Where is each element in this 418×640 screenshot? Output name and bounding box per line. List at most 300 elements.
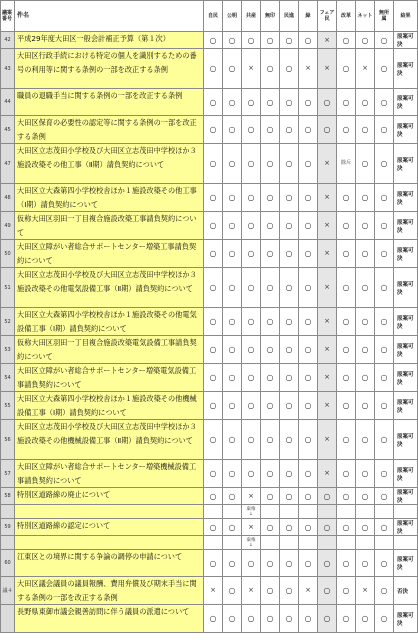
vote-cell (375, 212, 394, 240)
vote-yes-mark: ○ (228, 586, 236, 595)
vote-yes-mark: ○ (380, 345, 388, 354)
vote-cell (318, 420, 337, 460)
table-row (1, 336, 418, 364)
vote-yes-mark: ○ (209, 221, 217, 230)
vote-cell (356, 519, 375, 536)
vote-yes-mark: ○ (285, 125, 293, 134)
bill-title: 大田区立大森第四小学校校舎ほか１施設改築その他電気設備工事（Ⅰ期）請負契約について (15, 308, 204, 336)
vote-cell (337, 268, 356, 308)
vote-cell (242, 420, 261, 460)
vote-cell (242, 32, 261, 49)
vote-cell (242, 488, 261, 505)
vote-cell (223, 536, 242, 550)
vote-cell (280, 144, 299, 184)
vote-cell (223, 32, 242, 49)
vote-yes-mark: ○ (228, 435, 236, 444)
vote-cell (280, 49, 299, 89)
vote-cell (375, 364, 394, 392)
vote-no-mark: × (248, 64, 254, 72)
vote-yes-mark: ○ (380, 401, 388, 410)
vote-cell (280, 116, 299, 144)
header-party: 緑 (299, 1, 318, 32)
vote-cell (375, 268, 394, 308)
vote-no-mark: × (324, 35, 330, 44)
vote-yes-mark: ○ (285, 469, 293, 478)
vote-cell (299, 550, 318, 577)
vote-yes-mark: ○ (247, 614, 255, 623)
vote-yes-mark: ○ (361, 249, 369, 258)
bill-number: 55 (1, 392, 15, 420)
bill-title: 平成29年度大田区一般会計補正予算（第１次） (15, 32, 204, 49)
header-party: 共産 (242, 1, 261, 32)
vote-yes-mark: ○ (247, 283, 255, 292)
vote-cell (299, 116, 318, 144)
vote-yes-mark: ○ (228, 193, 236, 202)
vote-cell (280, 536, 299, 550)
vote-cell (356, 240, 375, 268)
vote-cell (261, 240, 280, 268)
vote-cell (318, 49, 337, 89)
vote-yes-mark: ○ (361, 345, 369, 354)
bill-title (15, 505, 204, 519)
vote-cell (204, 240, 223, 268)
table-row (1, 32, 418, 49)
vote-cell (261, 577, 280, 605)
result-cell: 原案可決 (394, 392, 418, 420)
table-row (1, 488, 418, 505)
vote-cell (204, 505, 223, 519)
vote-yes-mark: ○ (323, 97, 331, 107)
bill-title: 大田区立志茂田小学校及び大田区立志茂田中学校ほか３施設改築その他電気設備工事（Ⅱ期）請負契約について (15, 268, 204, 308)
vote-cell (242, 364, 261, 392)
vote-cell (261, 605, 280, 633)
bill-title: 仮称大田区羽田一丁目複合施設改築電気設備工事請負契約について (15, 336, 204, 364)
header-number: 議案 番号 (1, 1, 15, 32)
vote-cell (261, 505, 280, 519)
vote-cell (242, 550, 261, 577)
vote-yes-mark: ○ (380, 522, 388, 532)
table-row (1, 536, 418, 550)
vote-cell (318, 144, 337, 184)
vote-cell (356, 184, 375, 212)
vote-cell (280, 89, 299, 116)
vote-yes-mark: ○ (209, 283, 217, 292)
vote-cell (261, 488, 280, 505)
vote-cell (318, 460, 337, 488)
vote-yes-mark: ○ (304, 401, 312, 410)
vote-cell (356, 268, 375, 308)
vote-cell (223, 488, 242, 505)
vote-cell (223, 144, 242, 184)
vote-cell (204, 49, 223, 89)
vote-no-mark: × (324, 401, 330, 409)
bill-number: 53 (1, 336, 15, 364)
vote-yes-mark: ○ (304, 345, 312, 354)
vote-yes-mark: ○ (323, 586, 331, 595)
vote-cell (318, 240, 337, 268)
bill-title: 大田区立障がい者総合サポートセンター増築工事請負契約について (15, 240, 204, 268)
vote-cell (299, 605, 318, 633)
vote-cell (242, 240, 261, 268)
vote-cell (337, 550, 356, 577)
vote-yes-mark: ○ (285, 373, 293, 382)
vote-cell (356, 392, 375, 420)
vote-cell (299, 420, 318, 460)
vote-yes-mark: ○ (285, 221, 293, 230)
vote-cell (204, 212, 223, 240)
table-row (1, 308, 418, 336)
vote-cell (356, 89, 375, 116)
vote-cell (337, 308, 356, 336)
table-row (1, 460, 418, 488)
vote-cell (204, 605, 223, 633)
vote-yes-mark: ○ (361, 373, 369, 382)
vote-yes-mark: ○ (285, 159, 293, 168)
vote-cell (280, 392, 299, 420)
vote-yes-mark: ○ (228, 614, 236, 623)
result-cell: 原案可決 (394, 212, 418, 240)
vote-no-mark: × (248, 522, 254, 531)
vote-cell (337, 536, 356, 550)
vote-cell (261, 308, 280, 336)
result-cell: 原案可決 (394, 605, 418, 633)
vote-cell (375, 550, 394, 577)
bill-title: 大田区議会議員の議員報酬、費用弁償及び期末手当に関する条例の一部を改正する条例 (15, 577, 204, 605)
vote-yes-mark: ○ (247, 373, 255, 382)
vote-note: 除斥 (340, 160, 351, 166)
vote-cell (318, 184, 337, 212)
result-cell: 原案可決 (394, 308, 418, 336)
vote-cell (375, 144, 394, 184)
vote-yes-mark: ○ (285, 317, 293, 326)
vote-yes-mark: ○ (342, 64, 350, 73)
vote-yes-mark: ○ (380, 283, 388, 292)
vote-yes-mark: ○ (304, 522, 312, 532)
vote-cell (261, 420, 280, 460)
vote-no-mark: × (324, 249, 330, 257)
vote-yes-mark: ○ (266, 193, 274, 202)
vote-yes-mark: ○ (342, 558, 350, 568)
vote-cell (204, 519, 223, 536)
vote-cell (261, 460, 280, 488)
vote-yes-mark: ○ (380, 221, 388, 230)
vote-yes-mark: ○ (323, 558, 331, 568)
vote-cell (318, 268, 337, 308)
vote-cell (242, 268, 261, 308)
vote-yes-mark: ○ (209, 125, 217, 134)
vote-cell (337, 519, 356, 536)
table-row (1, 392, 418, 420)
vote-no-mark: × (324, 159, 330, 167)
vote-yes-mark: ○ (266, 469, 274, 478)
vote-cell (242, 89, 261, 116)
vote-yes-mark: ○ (266, 435, 274, 444)
vote-yes-mark: ○ (342, 373, 350, 382)
bill-title: 長野県東御市議会親善訪問に伴う議員の派遣について (15, 605, 204, 633)
result-cell: 原案可決 (394, 420, 418, 460)
vote-cell (223, 550, 242, 577)
header-party: 無所 属 (375, 1, 394, 32)
bill-number (1, 605, 15, 633)
table-row (1, 240, 418, 268)
vote-yes-mark: ○ (285, 522, 293, 532)
vote-yes-mark: ○ (228, 558, 236, 568)
vote-cell (337, 184, 356, 212)
vote-cell (280, 308, 299, 336)
vote-yes-mark: ○ (247, 97, 255, 107)
vote-yes-mark: ○ (266, 125, 274, 134)
vote-cell (356, 364, 375, 392)
vote-cell (280, 240, 299, 268)
vote-yes-mark: ○ (209, 435, 217, 444)
vote-yes-mark: ○ (228, 35, 236, 45)
vote-cell (318, 32, 337, 49)
bill-number: 44 (1, 89, 15, 116)
abstain-note: 棄権 ↓ (246, 537, 256, 548)
bill-number (1, 536, 15, 550)
vote-yes-mark: ○ (342, 614, 350, 623)
vote-cell (356, 536, 375, 550)
vote-yes-mark: ○ (304, 35, 312, 45)
vote-cell (356, 505, 375, 519)
vote-yes-mark: ○ (209, 345, 217, 354)
vote-yes-mark: ○ (266, 491, 274, 501)
vote-yes-mark: ○ (380, 469, 388, 478)
vote-cell (204, 268, 223, 308)
vote-cell (242, 505, 261, 519)
vote-no-mark: × (248, 491, 254, 500)
vote-yes-mark: ○ (380, 193, 388, 202)
vote-cell (299, 364, 318, 392)
vote-cell (299, 460, 318, 488)
bill-title: 大田区立志茂田小学校及び大田区立志茂田中学校ほか３施設改築その他工事（Ⅱ期）請負契約について (15, 144, 204, 184)
vote-cell (204, 550, 223, 577)
vote-yes-mark: ○ (247, 317, 255, 326)
vote-yes-mark: ○ (285, 614, 293, 623)
vote-yes-mark: ○ (380, 35, 388, 45)
vote-cell (204, 308, 223, 336)
vote-cell (242, 212, 261, 240)
vote-cell (280, 577, 299, 605)
vote-yes-mark: ○ (380, 317, 388, 326)
vote-cell (242, 308, 261, 336)
vote-no-mark: × (324, 373, 330, 381)
vote-yes-mark: ○ (285, 193, 293, 202)
result-cell: 原案可決 (394, 268, 418, 308)
vote-cell (223, 268, 242, 308)
vote-cell (318, 89, 337, 116)
vote-yes-mark: ○ (361, 221, 369, 230)
bill-number: 49 (1, 212, 15, 240)
vote-cell (223, 184, 242, 212)
vote-yes-mark: ○ (323, 125, 331, 134)
vote-no-mark: × (362, 64, 368, 72)
result-cell: 原案可決 (394, 364, 418, 392)
vote-cell (223, 364, 242, 392)
vote-yes-mark: ○ (228, 469, 236, 478)
result-cell: 原案可決 (394, 336, 418, 364)
vote-yes-mark: ○ (209, 491, 217, 501)
vote-cell (318, 364, 337, 392)
vote-yes-mark: ○ (342, 35, 350, 45)
vote-cell (299, 144, 318, 184)
vote-yes-mark: ○ (285, 558, 293, 568)
vote-yes-mark: ○ (247, 435, 255, 444)
result-cell: 原案可決 (394, 89, 418, 116)
vote-no-mark: × (324, 193, 330, 201)
vote-yes-mark: ○ (209, 317, 217, 326)
vote-yes-mark: ○ (361, 435, 369, 444)
vote-cell (337, 89, 356, 116)
vote-yes-mark: ○ (361, 97, 369, 107)
vote-cell (261, 364, 280, 392)
vote-cell (242, 116, 261, 144)
vote-yes-mark: ○ (361, 491, 369, 501)
vote-cell (261, 519, 280, 536)
vote-yes-mark: ○ (247, 469, 255, 478)
vote-cell (375, 336, 394, 364)
bill-title: 特別区道路線の認定について (15, 519, 204, 536)
vote-cell (375, 32, 394, 49)
vote-yes-mark: ○ (323, 614, 331, 623)
vote-yes-mark: ○ (304, 193, 312, 202)
vote-cell (204, 536, 223, 550)
vote-cell (356, 116, 375, 144)
bill-number: 47 (1, 144, 15, 184)
vote-yes-mark: ○ (361, 317, 369, 326)
vote-cell (242, 49, 261, 89)
vote-cell (375, 577, 394, 605)
vote-yes-mark: ○ (228, 401, 236, 410)
vote-cell (261, 550, 280, 577)
vote-yes-mark: ○ (304, 97, 312, 107)
vote-cell (280, 550, 299, 577)
vote-cell (280, 212, 299, 240)
vote-cell (337, 144, 356, 184)
vote-cell (223, 605, 242, 633)
vote-yes-mark: ○ (342, 522, 350, 532)
bill-number: 42 (1, 32, 15, 49)
vote-yes-mark: ○ (266, 345, 274, 354)
vote-cell (223, 89, 242, 116)
vote-cell (318, 308, 337, 336)
bill-title: 大田区立障がい者総合サポートセンター増築電気設備工事請負契約について (15, 364, 204, 392)
vote-yes-mark: ○ (285, 401, 293, 410)
result-cell: 原案可決 (394, 144, 418, 184)
table-row (1, 89, 418, 116)
vote-yes-mark: ○ (228, 249, 236, 258)
vote-yes-mark: ○ (247, 159, 255, 168)
vote-yes-mark: ○ (380, 373, 388, 382)
vote-yes-mark: ○ (209, 193, 217, 202)
vote-no-mark: × (324, 345, 330, 353)
vote-cell (223, 420, 242, 460)
vote-yes-mark: ○ (266, 249, 274, 258)
vote-cell (375, 488, 394, 505)
vote-cell (318, 536, 337, 550)
vote-yes-mark: ○ (247, 558, 255, 568)
vote-cell (299, 577, 318, 605)
vote-cell (299, 505, 318, 519)
vote-yes-mark: ○ (247, 221, 255, 230)
vote-yes-mark: ○ (361, 558, 369, 568)
result-cell: 否決 (394, 577, 418, 605)
vote-cell (356, 488, 375, 505)
vote-yes-mark: ○ (342, 249, 350, 258)
vote-cell (299, 32, 318, 49)
vote-yes-mark: ○ (285, 35, 293, 45)
vote-cell (223, 577, 242, 605)
vote-cell (356, 32, 375, 49)
vote-yes-mark: ○ (247, 35, 255, 45)
vote-cell (356, 336, 375, 364)
vote-yes-mark: ○ (209, 522, 217, 532)
vote-yes-mark: ○ (380, 435, 388, 444)
table-row (1, 577, 418, 605)
vote-yes-mark: ○ (304, 435, 312, 444)
vote-cell (223, 519, 242, 536)
header-party: 自民 (204, 1, 223, 32)
bill-number: 51 (1, 268, 15, 308)
bill-number: 59 (1, 519, 15, 536)
vote-no-mark: × (248, 586, 254, 594)
table-row (1, 49, 418, 89)
vote-yes-mark: ○ (304, 221, 312, 230)
vote-yes-mark: ○ (266, 586, 274, 595)
vote-yes-mark: ○ (209, 97, 217, 107)
table-row (1, 268, 418, 308)
table-row (1, 212, 418, 240)
vote-cell (242, 605, 261, 633)
header-party: 改革 (337, 1, 356, 32)
vote-cell (223, 392, 242, 420)
vote-cell (204, 89, 223, 116)
vote-cell (242, 536, 261, 550)
vote-yes-mark: ○ (361, 469, 369, 478)
vote-yes-mark: ○ (228, 373, 236, 382)
vote-cell (204, 336, 223, 364)
result-cell: 原案可決 (394, 550, 418, 577)
vote-cell (299, 49, 318, 89)
vote-yes-mark: ○ (228, 125, 236, 134)
vote-cell (337, 336, 356, 364)
vote-yes-mark: ○ (209, 35, 217, 45)
vote-cell (261, 184, 280, 212)
vote-yes-mark: ○ (361, 522, 369, 532)
vote-cell (299, 536, 318, 550)
vote-yes-mark: ○ (209, 249, 217, 258)
vote-no-mark: × (324, 435, 330, 443)
header-party: 民進 (280, 1, 299, 32)
vote-yes-mark: ○ (247, 401, 255, 410)
vote-yes-mark: ○ (342, 345, 350, 354)
vote-cell (204, 184, 223, 212)
vote-cell (337, 460, 356, 488)
vote-cell (375, 89, 394, 116)
vote-cell (242, 392, 261, 420)
vote-yes-mark: ○ (380, 64, 388, 73)
bill-title (15, 536, 204, 550)
header-party: ネット (356, 1, 375, 32)
vote-yes-mark: ○ (247, 125, 255, 134)
bill-number: 48 (1, 184, 15, 212)
bill-title: 大田区立志茂田小学校及び大田区立志茂田中学校ほか３施設改築その他機械設備工事（Ⅱ期）請負契約について (15, 420, 204, 460)
vote-cell (375, 392, 394, 420)
bill-title: 大田区行政手続における特定の個人を識別するための番号の利用等に関する条例の一部を改正する条例 (15, 49, 204, 89)
bill-title: 大田区立大森第四小学校校舎ほか１施設改築その他機械設備工事（Ⅰ期）請負契約について (15, 392, 204, 420)
vote-cell (242, 144, 261, 184)
bill-number: 56 (1, 420, 15, 460)
